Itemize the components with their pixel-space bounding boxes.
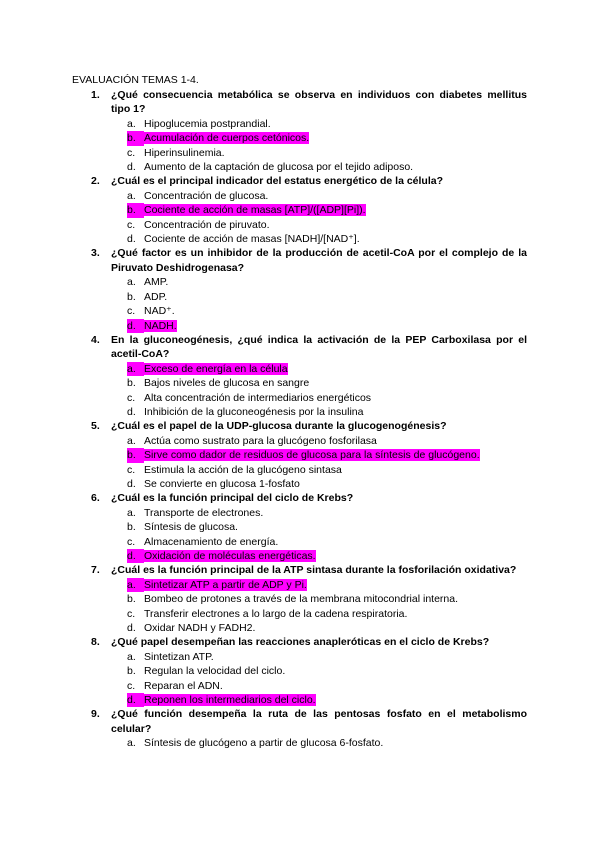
option-text: Bajos niveles de glucosa en sangre xyxy=(144,377,310,390)
option-text: Exceso de energía en la célula xyxy=(144,362,288,375)
option-item xyxy=(127,117,527,131)
option-text: Almacenamiento de energía. xyxy=(144,535,279,548)
option-text: Inhibición de la gluconeogénesis por la insulina xyxy=(144,405,364,418)
option-letter: b. xyxy=(127,665,136,678)
option-letter: c. xyxy=(127,218,136,231)
question-item xyxy=(72,491,527,563)
option-letter: d. xyxy=(127,319,144,333)
option-text: Sintetizan ATP. xyxy=(144,650,214,663)
option-item xyxy=(127,218,527,232)
option-item xyxy=(127,506,527,520)
option-list xyxy=(111,578,527,636)
option-text: AMP. xyxy=(144,276,169,289)
option-text: Transporte de electrones. xyxy=(144,506,264,519)
question-item xyxy=(72,333,527,419)
option-item xyxy=(127,275,527,289)
option-text: Hipoglucemia postprandial. xyxy=(144,117,271,130)
option-list xyxy=(111,189,527,247)
option-letter: c. xyxy=(127,391,136,404)
option-list xyxy=(111,506,527,564)
question-number: 7. xyxy=(91,564,100,577)
option-letter: d. xyxy=(127,161,136,174)
question-text: En la gluconeogénesis, ¿qué indica la activación de la PEP Carboxilasa por el acetil-CoA? xyxy=(111,333,527,361)
option-item xyxy=(127,189,527,203)
question-number: 1. xyxy=(91,89,100,101)
option-text: Bombeo de protones a través de la membrana mitocondrial interna. xyxy=(144,593,459,606)
option-letter: a. xyxy=(127,434,136,447)
option-letter: b. xyxy=(127,377,136,390)
option-list xyxy=(111,736,527,750)
question-number: 2. xyxy=(91,175,100,188)
option-item-highlighted xyxy=(127,549,527,563)
option-list xyxy=(111,434,527,492)
option-letter: c. xyxy=(127,535,136,548)
option-letter: d. xyxy=(127,477,136,490)
option-letter: c. xyxy=(127,679,136,692)
option-item xyxy=(127,520,527,534)
option-letter: a. xyxy=(127,189,136,202)
option-text: NAD⁺. xyxy=(144,305,175,318)
option-item xyxy=(127,463,527,477)
option-list xyxy=(111,650,527,708)
question-number: 3. xyxy=(91,247,100,260)
option-text: Concentración de piruvato. xyxy=(144,218,270,231)
question-text: ¿Qué papel desempeñan las reacciones anapleróticas en el ciclo de Krebs? xyxy=(111,636,490,649)
option-list xyxy=(111,275,527,333)
option-text: ADP. xyxy=(144,290,168,303)
question-text: ¿Qué factor es un inhibidor de la producción de acetil-CoA por el complejo de la Piruvato Deshidrogenasa? xyxy=(111,247,527,274)
option-text: Oxidar NADH y FADH2. xyxy=(144,622,256,635)
option-item xyxy=(127,391,527,405)
option-item xyxy=(127,607,527,621)
option-text: Sirve como dador de residuos de glucosa para la síntesis de glucógeno. xyxy=(144,449,480,462)
option-list xyxy=(111,362,527,420)
option-item xyxy=(127,434,527,448)
option-item-highlighted xyxy=(127,448,527,462)
option-item-highlighted xyxy=(127,362,527,376)
option-text: Cociente de acción de masas [NADH]/[NAD⁺]. xyxy=(144,233,360,246)
option-letter: a. xyxy=(127,506,136,519)
option-text: Estimula la acción de la glucógeno sintasa xyxy=(144,463,342,476)
option-letter: b. xyxy=(127,593,136,606)
option-item-highlighted xyxy=(127,319,527,333)
option-letter: a. xyxy=(127,117,136,130)
option-letter: a. xyxy=(127,578,144,592)
option-text: Se convierte en glucosa 1-fosfato xyxy=(144,477,300,490)
option-item xyxy=(127,592,527,606)
option-item xyxy=(127,376,527,390)
option-item-highlighted xyxy=(127,578,527,592)
option-text: Actúa como sustrato para la glucógeno fosforilasa xyxy=(144,434,377,447)
question-item xyxy=(72,419,527,491)
question-item xyxy=(72,707,527,750)
option-item xyxy=(127,621,527,635)
option-letter: a. xyxy=(127,650,136,663)
option-letter: b. xyxy=(127,521,136,534)
option-item xyxy=(127,290,527,304)
option-item xyxy=(127,160,527,174)
question-text: ¿Qué consecuencia metabólica se observa en individuos con diabetes mellitus tipo 1? xyxy=(111,89,527,116)
option-letter: d. xyxy=(127,549,144,563)
option-letter: b. xyxy=(127,131,144,145)
option-text: Reparan el ADN. xyxy=(144,679,223,692)
option-text: Síntesis de glucosa. xyxy=(144,521,238,534)
option-letter: c. xyxy=(127,607,136,620)
question-text: ¿Cuál es la función principal del ciclo de Krebs? xyxy=(111,492,354,505)
question-number: 4. xyxy=(91,333,100,346)
question-number: 9. xyxy=(91,708,100,721)
option-letter: a. xyxy=(127,362,144,376)
question-item xyxy=(72,563,527,635)
question-text: ¿Cuál es el principal indicador del estatus energético de la célula? xyxy=(111,175,444,188)
option-item xyxy=(127,304,527,318)
option-item xyxy=(127,679,527,693)
option-item xyxy=(127,405,527,419)
question-item xyxy=(72,174,527,246)
option-letter: b. xyxy=(127,290,136,303)
option-text: Acumulación de cuerpos cetónicos. xyxy=(144,132,310,145)
option-text: Aumento de la captación de glucosa por el tejido adiposo. xyxy=(144,161,414,174)
option-item-highlighted xyxy=(127,693,527,707)
option-text: Transferir electrones a lo largo de la cadena respiratoria. xyxy=(144,607,408,620)
question-text: ¿Cuál es el papel de la UDP-glucosa durante la glucogenogénesis? xyxy=(111,420,447,433)
option-letter: d. xyxy=(127,233,136,246)
option-letter: a. xyxy=(127,276,136,289)
option-letter: d. xyxy=(127,622,136,635)
option-item xyxy=(127,535,527,549)
question-item xyxy=(72,635,527,707)
option-letter: d. xyxy=(127,405,136,418)
option-text: Regulan la velocidad del ciclo. xyxy=(144,665,286,678)
document-title: EVALUACIÓN TEMAS 1-4. xyxy=(72,74,199,86)
option-text: NADH. xyxy=(144,319,177,332)
option-text: Sintetizar ATP a partir de ADP y Pi. xyxy=(144,578,307,591)
option-item xyxy=(127,146,527,160)
option-text: Oxidación de moléculas energéticas. xyxy=(144,550,316,562)
option-text: Concentración de glucosa. xyxy=(144,189,269,202)
option-item xyxy=(127,650,527,664)
option-item xyxy=(127,736,527,750)
option-text: Hiperinsulinemia. xyxy=(144,146,225,159)
option-letter: c. xyxy=(127,463,136,476)
option-letter: a. xyxy=(127,737,136,750)
option-text: Cociente de acción de masas [ATP]/([ADP][Pi]). xyxy=(144,204,366,217)
option-letter: b. xyxy=(127,448,144,462)
question-item xyxy=(72,246,527,332)
option-text: Síntesis de glucógeno a partir de glucosa 6-fosfato. xyxy=(144,737,384,750)
option-letter: d. xyxy=(127,693,144,707)
question-list xyxy=(72,88,527,751)
option-list xyxy=(111,117,527,175)
question-item xyxy=(72,88,527,174)
question-number: 6. xyxy=(91,492,100,505)
option-item-highlighted xyxy=(127,131,527,145)
question-text: ¿Cuál es la función principal de la ATP sintasa durante la fosforilación oxidativa? xyxy=(111,564,517,577)
question-number: 8. xyxy=(91,636,100,649)
option-item xyxy=(127,664,527,678)
option-text: Alta concentración de intermediarios energéticos xyxy=(144,391,372,404)
question-number: 5. xyxy=(91,420,100,433)
option-letter: c. xyxy=(127,146,136,159)
question-text: ¿Qué función desempeña la ruta de las pentosas fosfato en el metabolismo celular? xyxy=(111,708,527,735)
option-item xyxy=(127,477,527,491)
option-letter: c. xyxy=(127,305,136,318)
option-item xyxy=(127,232,527,246)
option-text: Reponen los intermediarios del ciclo. xyxy=(144,694,316,707)
option-item-highlighted xyxy=(127,203,527,217)
option-letter: b. xyxy=(127,203,144,217)
